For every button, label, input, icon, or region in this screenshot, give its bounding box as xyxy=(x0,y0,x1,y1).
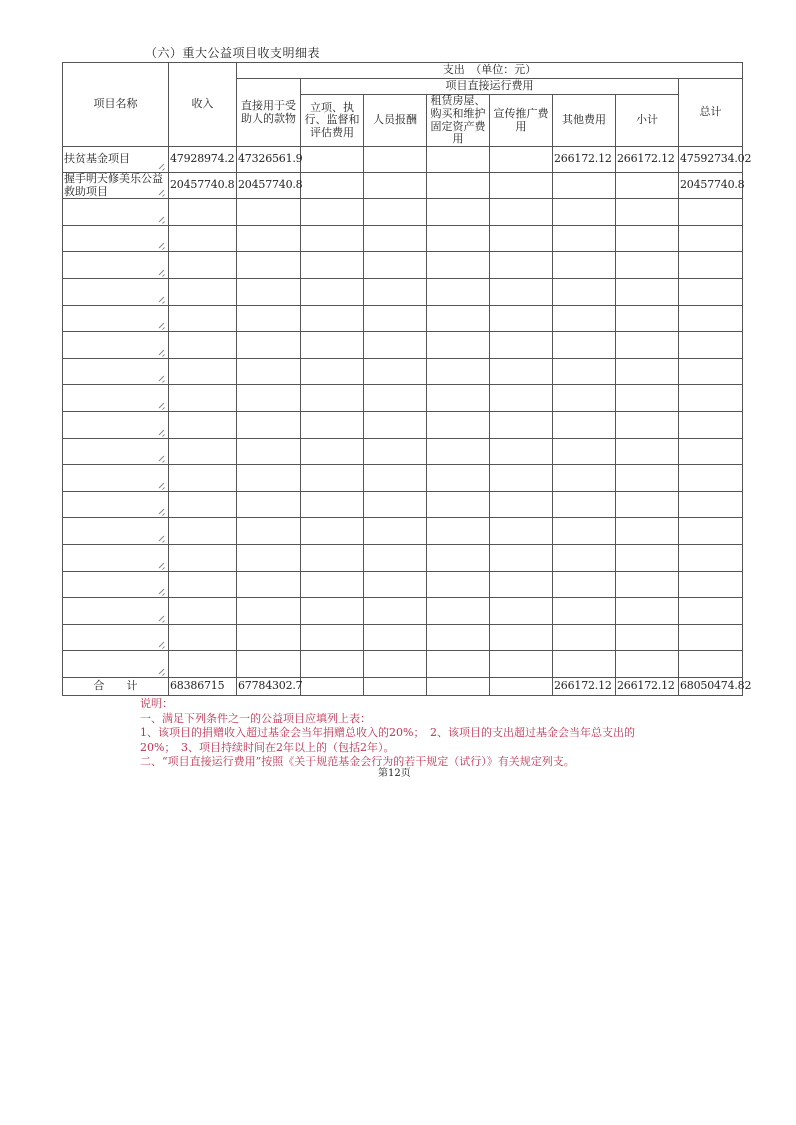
empty-cell xyxy=(616,438,679,465)
empty-cell xyxy=(364,491,427,518)
empty-name-cell xyxy=(63,545,169,572)
cell-corner-mark xyxy=(158,429,165,436)
empty-cell xyxy=(237,518,301,545)
empty-cell xyxy=(490,465,553,492)
header-personnel: 人员报酬 xyxy=(364,95,427,147)
empty-table-row xyxy=(63,571,743,598)
empty-cell xyxy=(553,358,616,385)
header-other: 其他费用 xyxy=(553,95,616,147)
notes-line: 1、该项目的捐赠收入超过基金会当年捐赠总收入的20%； 2、该项目的支出超过基金会当年总支出的 xyxy=(140,726,635,739)
empty-cell xyxy=(679,279,743,306)
empty-cell xyxy=(490,332,553,359)
summary-row xyxy=(63,677,743,695)
empty-cell xyxy=(553,491,616,518)
row-promotion xyxy=(490,173,553,199)
empty-cell xyxy=(301,598,364,625)
empty-cell xyxy=(490,518,553,545)
empty-cell xyxy=(427,199,490,226)
empty-table-row xyxy=(63,385,743,412)
empty-cell xyxy=(169,252,237,279)
empty-cell xyxy=(490,252,553,279)
empty-cell xyxy=(169,385,237,412)
empty-name-cell xyxy=(63,358,169,385)
empty-cell xyxy=(553,571,616,598)
notes-line: 一、满足下列条件之一的公益项目应填列上表： xyxy=(140,711,371,725)
empty-cell xyxy=(616,385,679,412)
empty-table-row xyxy=(63,465,743,492)
empty-table-row xyxy=(63,199,743,226)
header-rent-assets: 租赁房屋、购买和维护固定资产费用 xyxy=(427,95,490,147)
empty-name-cell xyxy=(63,518,169,545)
empty-cell xyxy=(553,624,616,651)
cell-corner-mark xyxy=(158,163,165,170)
cell-corner-mark xyxy=(158,349,165,356)
header-subtotal: 小计 xyxy=(616,95,679,147)
empty-cell xyxy=(616,571,679,598)
empty-cell xyxy=(364,624,427,651)
notes xyxy=(140,697,740,770)
cell-corner-mark xyxy=(158,296,165,303)
empty-cell xyxy=(490,279,553,306)
empty-cell xyxy=(616,491,679,518)
empty-cell xyxy=(616,545,679,572)
empty-cell xyxy=(301,518,364,545)
cell-corner-mark xyxy=(158,189,165,196)
page-title: （六）重大公益项目收支明细表 xyxy=(145,46,321,60)
empty-table-row xyxy=(63,545,743,572)
empty-cell xyxy=(679,438,743,465)
cell-corner-mark xyxy=(158,482,165,489)
empty-cell xyxy=(237,412,301,439)
empty-cell xyxy=(237,545,301,572)
empty-cell xyxy=(364,385,427,412)
empty-cell xyxy=(553,225,616,252)
empty-cell xyxy=(237,624,301,651)
cell-corner-mark xyxy=(158,242,165,249)
summary-rent-assets xyxy=(427,677,490,695)
empty-cell xyxy=(490,385,553,412)
empty-cell xyxy=(169,624,237,651)
empty-cell xyxy=(237,332,301,359)
summary-promotion xyxy=(490,677,553,695)
empty-cell xyxy=(427,305,490,332)
summary-label: 合 计 xyxy=(63,677,169,695)
empty-cell xyxy=(237,491,301,518)
empty-cell xyxy=(679,518,743,545)
empty-cell xyxy=(301,305,364,332)
empty-cell xyxy=(427,545,490,572)
empty-table-row xyxy=(63,438,743,465)
empty-cell xyxy=(679,545,743,572)
empty-cell xyxy=(679,305,743,332)
cell-corner-mark xyxy=(158,668,165,675)
empty-cell xyxy=(301,279,364,306)
empty-cell xyxy=(237,598,301,625)
empty-cell xyxy=(427,465,490,492)
notes-line: 20%； 3、项目持续时间在2年以上的（包括2年）。 xyxy=(140,740,395,754)
cell-corner-mark xyxy=(158,641,165,648)
empty-cell xyxy=(301,225,364,252)
empty-cell xyxy=(553,252,616,279)
empty-cell xyxy=(364,279,427,306)
empty-cell xyxy=(553,279,616,306)
empty-cell xyxy=(237,438,301,465)
empty-name-cell xyxy=(63,332,169,359)
empty-cell xyxy=(616,279,679,306)
empty-name-cell xyxy=(63,412,169,439)
empty-cell xyxy=(553,651,616,678)
empty-name-cell xyxy=(63,305,169,332)
empty-table-row xyxy=(63,279,743,306)
empty-name-cell xyxy=(63,624,169,651)
empty-cell xyxy=(364,332,427,359)
empty-cell xyxy=(301,385,364,412)
empty-cell xyxy=(427,385,490,412)
header-project-name: 项目名称 xyxy=(63,63,169,147)
empty-name-cell xyxy=(63,279,169,306)
empty-cell xyxy=(301,412,364,439)
empty-name-cell xyxy=(63,225,169,252)
empty-cell xyxy=(237,651,301,678)
cell-corner-mark xyxy=(158,402,165,409)
header-expense: 支出 （单位：元） xyxy=(237,63,743,79)
empty-cell xyxy=(364,545,427,572)
page-number: 第12页 xyxy=(378,768,411,779)
empty-table-row xyxy=(63,412,743,439)
notes-line: 二、“项目直接运行费用”按照《关于规范基金会行为的若干规定（试行）》有关规定列支。 xyxy=(140,755,575,768)
summary-other: 266172.12 xyxy=(553,677,616,695)
empty-cell xyxy=(490,651,553,678)
header-direct-aid: 直接用于受助人的款物 xyxy=(237,79,301,147)
empty-name-cell xyxy=(63,491,169,518)
empty-cell xyxy=(553,545,616,572)
empty-cell xyxy=(553,305,616,332)
empty-table-row xyxy=(63,305,743,332)
empty-cell xyxy=(553,598,616,625)
empty-cell xyxy=(301,571,364,598)
empty-cell xyxy=(427,598,490,625)
empty-cell xyxy=(364,571,427,598)
empty-cell xyxy=(169,651,237,678)
empty-cell xyxy=(616,465,679,492)
empty-cell xyxy=(490,199,553,226)
empty-cell xyxy=(616,199,679,226)
row-total: 20457740.8 xyxy=(679,173,743,199)
empty-cell xyxy=(679,252,743,279)
empty-cell xyxy=(553,518,616,545)
empty-cell xyxy=(169,358,237,385)
empty-cell xyxy=(427,651,490,678)
empty-name-cell xyxy=(63,199,169,226)
empty-cell xyxy=(364,651,427,678)
empty-cell xyxy=(616,651,679,678)
table-row xyxy=(63,173,743,199)
empty-cell xyxy=(427,252,490,279)
empty-cell xyxy=(237,252,301,279)
empty-cell xyxy=(427,358,490,385)
empty-cell xyxy=(364,358,427,385)
empty-name-cell xyxy=(63,252,169,279)
empty-cell xyxy=(301,252,364,279)
empty-cell xyxy=(169,491,237,518)
empty-table-row xyxy=(63,598,743,625)
row-subtotal: 266172.12 xyxy=(616,147,679,173)
row-subtotal xyxy=(616,173,679,199)
empty-cell xyxy=(490,571,553,598)
row-other xyxy=(553,173,616,199)
empty-cell xyxy=(169,571,237,598)
empty-cell xyxy=(237,279,301,306)
empty-cell xyxy=(553,385,616,412)
empty-cell xyxy=(490,598,553,625)
empty-cell xyxy=(427,571,490,598)
empty-cell xyxy=(679,332,743,359)
empty-name-cell xyxy=(63,651,169,678)
empty-cell xyxy=(169,225,237,252)
empty-cell xyxy=(169,465,237,492)
empty-cell xyxy=(553,199,616,226)
empty-cell xyxy=(364,252,427,279)
header-row-1 xyxy=(63,63,743,79)
empty-cell xyxy=(427,225,490,252)
empty-table-row xyxy=(63,518,743,545)
row-promotion xyxy=(490,147,553,173)
row-project-cost xyxy=(301,147,364,173)
empty-cell xyxy=(364,518,427,545)
empty-cell xyxy=(427,518,490,545)
empty-table-row xyxy=(63,651,743,678)
cell-corner-mark xyxy=(158,322,165,329)
empty-cell xyxy=(427,438,490,465)
empty-cell xyxy=(679,491,743,518)
empty-cell xyxy=(301,651,364,678)
empty-cell xyxy=(301,545,364,572)
empty-cell xyxy=(679,624,743,651)
empty-cell xyxy=(679,571,743,598)
summary-project-cost xyxy=(301,677,364,695)
empty-cell xyxy=(616,598,679,625)
empty-cell xyxy=(679,385,743,412)
empty-cell xyxy=(679,465,743,492)
empty-cell xyxy=(490,624,553,651)
empty-cell xyxy=(301,358,364,385)
empty-table-row xyxy=(63,624,743,651)
cell-corner-mark xyxy=(158,216,165,223)
empty-cell xyxy=(679,412,743,439)
cell-corner-mark xyxy=(158,455,165,462)
empty-cell xyxy=(237,358,301,385)
empty-cell xyxy=(364,465,427,492)
row-total: 47592734.02 xyxy=(679,147,743,173)
empty-cell xyxy=(490,491,553,518)
cell-corner-mark xyxy=(158,562,165,569)
empty-cell xyxy=(679,651,743,678)
empty-cell xyxy=(237,199,301,226)
empty-cell xyxy=(364,225,427,252)
empty-cell xyxy=(237,385,301,412)
empty-cell xyxy=(364,438,427,465)
header-direct-operation: 项目直接运行费用 xyxy=(301,79,679,95)
empty-cell xyxy=(490,438,553,465)
cell-corner-mark xyxy=(158,588,165,595)
empty-cell xyxy=(301,491,364,518)
summary-personnel xyxy=(364,677,427,695)
empty-cell xyxy=(553,412,616,439)
header-total: 总计 xyxy=(679,79,743,147)
empty-cell xyxy=(237,465,301,492)
cell-corner-mark xyxy=(158,375,165,382)
row-project-name: 握手明天修美乐公益救助项目 xyxy=(63,173,169,199)
empty-cell xyxy=(364,412,427,439)
empty-cell xyxy=(169,279,237,306)
header-promotion: 宣传推广费用 xyxy=(490,95,553,147)
empty-cell xyxy=(616,305,679,332)
empty-cell xyxy=(553,465,616,492)
summary-income: 68386715 xyxy=(169,677,237,695)
empty-cell xyxy=(364,199,427,226)
row-personnel xyxy=(364,147,427,173)
empty-table-row xyxy=(63,358,743,385)
row-other: 266172.12 xyxy=(553,147,616,173)
cell-corner-mark xyxy=(158,615,165,622)
empty-cell xyxy=(301,438,364,465)
row-rent-assets xyxy=(427,173,490,199)
empty-cell xyxy=(169,438,237,465)
empty-cell xyxy=(679,598,743,625)
empty-cell xyxy=(616,225,679,252)
empty-cell xyxy=(427,279,490,306)
empty-cell xyxy=(169,199,237,226)
row-project-cost xyxy=(301,173,364,199)
empty-cell xyxy=(679,199,743,226)
empty-name-cell xyxy=(63,385,169,412)
empty-cell xyxy=(616,252,679,279)
empty-name-cell xyxy=(63,438,169,465)
empty-cell xyxy=(490,358,553,385)
empty-name-cell xyxy=(63,465,169,492)
cell-corner-mark xyxy=(158,535,165,542)
empty-cell xyxy=(553,438,616,465)
empty-cell xyxy=(169,305,237,332)
empty-cell xyxy=(553,332,616,359)
empty-cell xyxy=(427,332,490,359)
cell-corner-mark xyxy=(158,269,165,276)
summary-direct-aid: 67784302.7 xyxy=(237,677,301,695)
empty-cell xyxy=(490,225,553,252)
empty-name-cell xyxy=(63,571,169,598)
row-rent-assets xyxy=(427,147,490,173)
summary-subtotal: 266172.12 xyxy=(616,677,679,695)
notes-heading: 说明： xyxy=(140,697,173,710)
empty-cell xyxy=(169,545,237,572)
empty-cell xyxy=(301,199,364,226)
empty-cell xyxy=(490,545,553,572)
empty-table-row xyxy=(63,332,743,359)
empty-cell xyxy=(169,598,237,625)
empty-cell xyxy=(616,358,679,385)
empty-cell xyxy=(616,332,679,359)
empty-cell xyxy=(427,624,490,651)
empty-cell xyxy=(364,598,427,625)
row-project-name: 扶贫基金项目 xyxy=(63,147,169,173)
row-personnel xyxy=(364,173,427,199)
empty-table-row xyxy=(63,225,743,252)
header-project-cost: 立项、执行、监督和评估费用 xyxy=(301,95,364,147)
empty-cell xyxy=(169,412,237,439)
empty-cell xyxy=(301,332,364,359)
empty-cell xyxy=(427,491,490,518)
cell-corner-mark xyxy=(158,508,165,515)
empty-table-row xyxy=(63,252,743,279)
empty-cell xyxy=(169,518,237,545)
empty-cell xyxy=(237,571,301,598)
empty-table-row xyxy=(63,491,743,518)
empty-cell xyxy=(169,332,237,359)
row-income: 47928974.2 xyxy=(169,147,237,173)
row-direct-aid: 20457740.8 xyxy=(237,173,301,199)
empty-cell xyxy=(301,465,364,492)
row-direct-aid: 47326561.9 xyxy=(237,147,301,173)
empty-cell xyxy=(679,225,743,252)
row-income: 20457740.8 xyxy=(169,173,237,199)
empty-cell xyxy=(301,624,364,651)
empty-name-cell xyxy=(63,598,169,625)
empty-cell xyxy=(490,305,553,332)
empty-cell xyxy=(616,412,679,439)
empty-cell xyxy=(490,412,553,439)
table-row xyxy=(63,147,743,173)
empty-cell xyxy=(237,305,301,332)
empty-cell xyxy=(616,518,679,545)
empty-cell xyxy=(364,305,427,332)
empty-cell xyxy=(427,412,490,439)
summary-total: 68050474.82 xyxy=(679,677,743,695)
empty-cell xyxy=(237,225,301,252)
header-income: 收入 xyxy=(169,63,237,147)
empty-cell xyxy=(616,624,679,651)
expense-table xyxy=(62,62,752,696)
empty-cell xyxy=(679,358,743,385)
